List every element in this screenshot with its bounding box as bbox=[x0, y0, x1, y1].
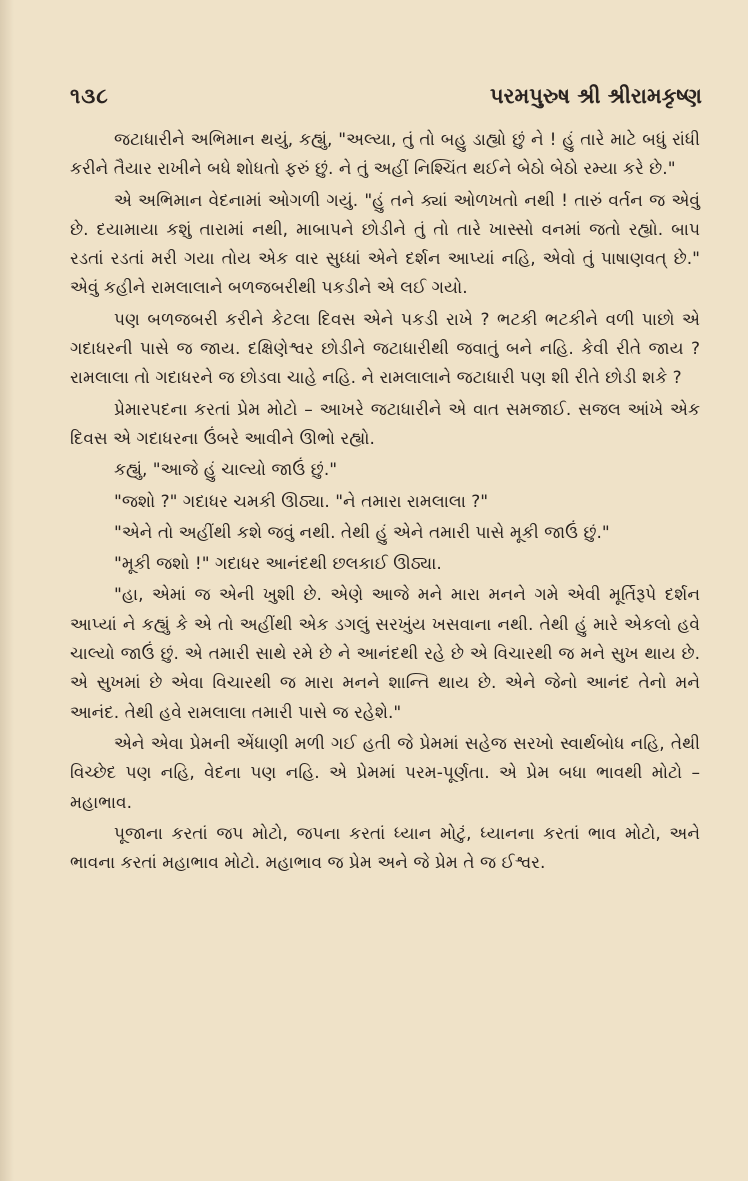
paragraph: જટાધારીને અભિમાન થયું, કહ્યું, "અલ્યા, તું તો બહુ ડાહ્યો છું ને ! હું તારે માટે બધું રાંધી કરીને તૈયાર રાખીને બધે શોધતો ફરું છું. ને તું અહીં નિશ્ચિંત થઈને બેઠો બેઠો રમ્યા કરે છે." bbox=[70, 130, 700, 180]
page-number: ૧૩૮ bbox=[70, 84, 109, 108]
body-text bbox=[70, 126, 700, 880]
paragraph: પૂજાના કરતાં જપ મોટો, જપના કરતાં ધ્યાન મોટું, ધ્યાનના કરતાં ભાવ મોટો, અને ભાવના કરતાં મહાભાવ મોટો. મહાભાવ જ પ્રેમ અને જે પ્રેમ તે જ ઈશ્વર. bbox=[70, 823, 700, 874]
paragraph: એ અભિમાન વેદનામાં ઓગળી ગયું. "હું તને ક્યાં ઓળખતો નથી ! તારું વર્તન જ એવું છે. દયામાયા કશું તારામાં નથી, માબાપને છોડીને તું તો તારે ખાસ્સો વનમાં જતો રહ્યો. બાપ રડતાં રડતાં મરી ગયા તોય એક વાર સુધ્ધાં એને દર્શન આપ્યાં નહિ, એવો તું પાષાણવત્ છે." એવું કહીને રામલાલાને બળજબરીથી પકડીને એ લઈ ગયો. bbox=[70, 190, 700, 299]
page-header bbox=[70, 84, 702, 120]
page-edge-shadow bbox=[0, 0, 14, 1181]
paragraph: "જશો ?" ગદાધર ચમકી ઊઠ્યા. "ને તમારા રામલાલા ?" bbox=[114, 491, 489, 512]
paragraph: પણ બળજબરી કરીને કેટલા દિવસ એને પકડી રાખે ? ભટકી ભટકીને વળી પાછો એ ગદાધરની પાસે જ જાય. દક્ષિણેશ્વર છોડીને જટાધારીથી જવાતું બને નહિ. કેવી રીતે જાય ? રામલાલા તો ગદાધરને જ છોડવા ચાહે નહિ. ને રામલાલાને જટાધારી પણ શી રીતે છોડી શકે ? bbox=[70, 309, 700, 389]
running-title: પરમપુરુષ શ્રી શ્રીરામકૃષ્ણ bbox=[489, 84, 702, 108]
paragraph: કહ્યું, "આજે હું ચાલ્યો જાઉં છું." bbox=[114, 460, 338, 481]
paragraph: "હા, એમાં જ એની ખુશી છે. એણે આજે મને મારા મનને ગમે એવી મૂર્તિરૂપે દર્શન આપ્યાં ને કહ્યું કે એ તો અહીંથી એક ડગલું સરખુંય ખસવાના નથી. તેથી હું મારે એકલો હવે ચાલ્યો જાઉં છું. એ તમારી સાથે રમે છે ને આનંદથી રહે છે એ વિચારથી જ મને સુખ થાય છે. એ સુખમાં છે એવા વિચારથી જ મારા મનને શાન્તિ થાય છે. એને જેનો આનંદ તેનો મને આનંદ. તેથી હવે રામલાલા તમારી પાસે જ રહેશે." bbox=[70, 585, 700, 723]
paragraph: એને એવા પ્રેમની એંધાણી મળી ગઈ હતી જે પ્રેમમાં સહેજ સરખો સ્વાર્થબોધ નહિ, તેથી વિચ્છેદ પણ નહિ, વેદના પણ નહિ. એ પ્રેમમાં પરમ-પૂર્ણતા. એ પ્રેમ બધા ભાવથી મોટો – મહાભાવ. bbox=[70, 733, 700, 813]
paragraph: પ્રેમારપદના કરતાં પ્રેમ મોટો – આખરે જટાધારીને એ વાત સમજાઈ. સજલ આંખે એક દિવસ એ ગદાધરના ઉંબરે આવીને ઊભો રહ્યો. bbox=[70, 399, 700, 449]
paragraph: "એને તો અહીંથી કશે જવું નથી. તેથી હું એને તમારી પાસે મૂકી જાઉં છું." bbox=[114, 522, 610, 543]
paragraph: "મૂકી જશો !" ગદાધર આનંદથી છલકાઈ ઊઠ્યા. bbox=[114, 554, 442, 575]
